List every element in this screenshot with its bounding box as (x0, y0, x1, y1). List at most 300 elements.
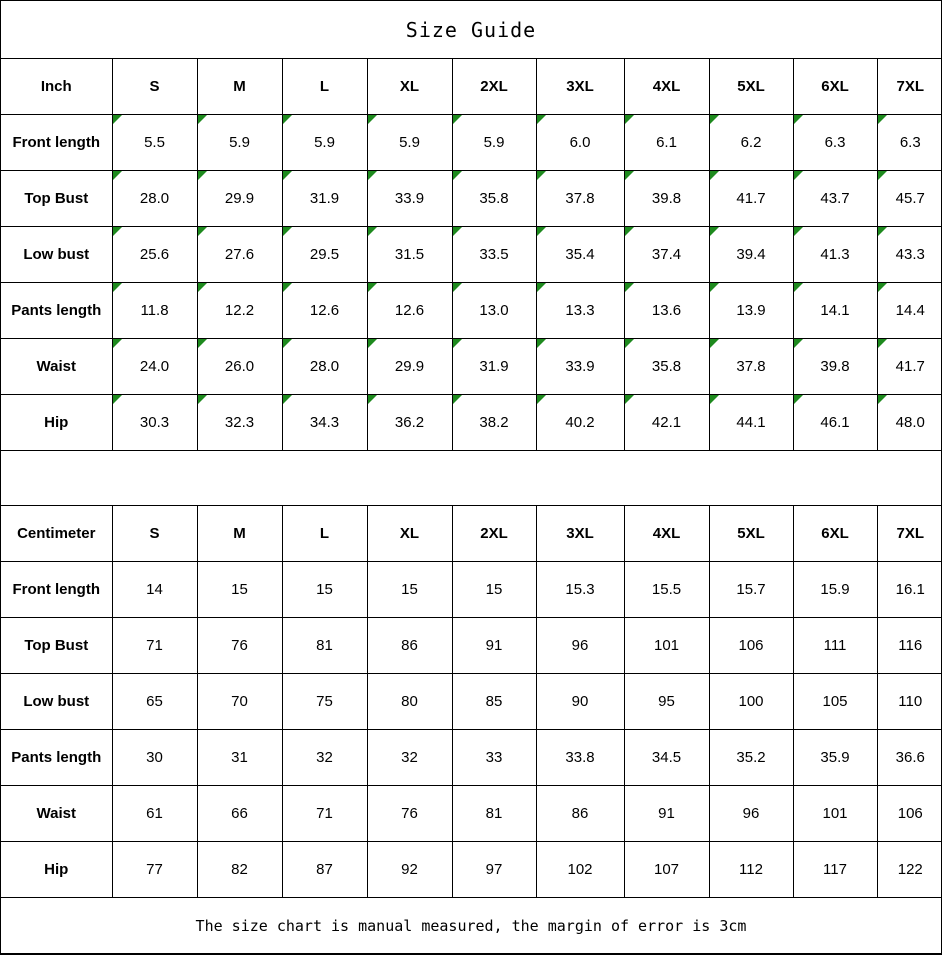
value-text: 29.5 (309, 246, 340, 263)
value-text: 41.7 (895, 358, 925, 375)
green-corner-flag-icon (198, 227, 207, 236)
green-corner-flag-icon (368, 339, 377, 348)
value-cell (197, 842, 282, 898)
value-text: 32 (401, 749, 418, 766)
value-cell (282, 786, 367, 842)
measurement-row (1, 395, 942, 451)
value-cell (877, 618, 942, 674)
value-cell (367, 618, 452, 674)
green-corner-flag-icon (283, 283, 292, 292)
value-text: 66 (231, 805, 248, 822)
value-text: 75 (316, 693, 333, 710)
green-corner-flag-icon (113, 339, 122, 348)
green-corner-flag-icon (625, 339, 634, 348)
green-corner-flag-icon (710, 115, 719, 124)
size-header-cell: M (197, 59, 282, 115)
green-corner-flag-icon (198, 339, 207, 348)
green-corner-flag-icon (537, 227, 546, 236)
green-corner-flag-icon (537, 115, 546, 124)
size-header-cell: 4XL (624, 59, 709, 115)
value-cell (452, 730, 536, 786)
green-corner-flag-icon (283, 115, 292, 124)
unit-header-cell: Inch (1, 59, 112, 115)
row-label-cell: Hip (1, 395, 112, 451)
row-label-cell: Top Bust (1, 171, 112, 227)
value-text: 45.7 (895, 190, 925, 207)
size-header-cell: 4XL (624, 506, 709, 562)
footer-note: The size chart is manual measured, the margin of error is 3cm (195, 916, 747, 935)
value-text: 5.9 (399, 134, 420, 151)
green-corner-flag-icon (794, 227, 803, 236)
value-text: 6.0 (569, 134, 591, 151)
value-text: 36.2 (394, 414, 425, 431)
green-corner-flag-icon (878, 283, 887, 292)
green-corner-flag-icon (283, 171, 292, 180)
value-cell (624, 395, 709, 451)
green-corner-flag-icon (625, 171, 634, 180)
value-text: 70 (231, 693, 248, 710)
inch-size-table (1, 59, 942, 450)
value-text: 31.9 (309, 190, 340, 207)
value-cell (877, 395, 942, 451)
value-cell (197, 339, 282, 395)
value-cell (197, 171, 282, 227)
value-text: 102 (567, 861, 593, 878)
value-text: 92 (401, 861, 418, 878)
value-cell (877, 842, 942, 898)
value-text: 38.2 (479, 414, 509, 431)
value-text: 15 (401, 581, 418, 598)
value-cell (793, 283, 877, 339)
value-cell (877, 227, 942, 283)
value-cell (709, 786, 793, 842)
value-cell (877, 283, 942, 339)
page-title: Size Guide (405, 17, 537, 42)
size-header-cell: S (112, 506, 197, 562)
value-text: 13.6 (651, 302, 682, 319)
measurement-row (1, 283, 942, 339)
value-cell (112, 786, 197, 842)
measurement-row (1, 171, 942, 227)
value-cell (112, 842, 197, 898)
green-corner-flag-icon (794, 395, 803, 404)
value-text: 42.1 (651, 414, 682, 431)
value-text: 48.0 (895, 414, 925, 431)
value-cell (536, 842, 624, 898)
green-corner-flag-icon (368, 171, 377, 180)
value-text: 11.8 (140, 302, 169, 319)
value-text: 31 (231, 749, 248, 766)
value-text: 82 (231, 861, 248, 878)
value-cell (624, 618, 709, 674)
green-corner-flag-icon (537, 339, 546, 348)
measurement-row (1, 115, 942, 171)
value-cell (282, 283, 367, 339)
green-corner-flag-icon (710, 339, 719, 348)
value-cell (793, 674, 877, 730)
size-header-cell: 2XL (452, 59, 536, 115)
value-text: 105 (822, 693, 848, 710)
value-text: 81 (316, 637, 333, 654)
value-text: 91 (485, 637, 503, 654)
value-cell (282, 618, 367, 674)
value-text: 29.9 (224, 190, 255, 207)
value-cell (536, 674, 624, 730)
green-corner-flag-icon (368, 395, 377, 404)
cm-size-table (1, 506, 942, 897)
size-header-cell: L (282, 506, 367, 562)
green-corner-flag-icon (710, 395, 719, 404)
value-text: 12.2 (224, 302, 255, 319)
green-corner-flag-icon (710, 283, 719, 292)
value-text: 12.6 (309, 302, 340, 319)
value-cell (112, 339, 197, 395)
green-corner-flag-icon (794, 339, 803, 348)
green-corner-flag-icon (198, 171, 207, 180)
value-text: 80 (401, 693, 418, 710)
value-text: 15.7 (736, 581, 766, 598)
value-cell (452, 786, 536, 842)
value-cell (282, 562, 367, 618)
value-cell (112, 618, 197, 674)
value-cell (197, 395, 282, 451)
value-cell (367, 171, 452, 227)
value-cell (536, 618, 624, 674)
size-header-cell: 5XL (709, 59, 793, 115)
value-cell (367, 115, 452, 171)
green-corner-flag-icon (537, 395, 546, 404)
value-text: 117 (823, 861, 847, 878)
value-text: 46.1 (820, 414, 850, 431)
value-cell (536, 562, 624, 618)
size-header-cell: 6XL (793, 59, 877, 115)
measurement-row (1, 562, 942, 618)
green-corner-flag-icon (283, 339, 292, 348)
value-text: 6.3 (824, 134, 846, 151)
value-cell (197, 786, 282, 842)
value-cell (197, 618, 282, 674)
value-cell (452, 115, 536, 171)
size-header-cell: S (112, 59, 197, 115)
value-text: 112 (739, 861, 763, 878)
value-cell (282, 339, 367, 395)
value-text: 101 (822, 805, 848, 822)
value-text: 96 (571, 637, 589, 654)
green-corner-flag-icon (198, 283, 207, 292)
value-text: 41.3 (820, 246, 850, 263)
value-cell (452, 227, 536, 283)
value-cell (793, 171, 877, 227)
green-corner-flag-icon (453, 227, 462, 236)
value-cell (877, 115, 942, 171)
value-cell (877, 674, 942, 730)
value-cell (112, 562, 197, 618)
value-text: 35.9 (820, 749, 850, 766)
value-cell (367, 674, 452, 730)
value-text: 65 (146, 693, 163, 710)
value-text: 5.5 (144, 134, 165, 151)
value-cell (112, 227, 197, 283)
green-corner-flag-icon (794, 171, 803, 180)
value-text: 34.3 (309, 414, 340, 431)
value-text: 81 (485, 805, 503, 822)
value-text: 100 (738, 693, 764, 710)
value-text: 30 (146, 749, 163, 766)
value-cell (709, 339, 793, 395)
value-cell (112, 674, 197, 730)
value-cell (877, 562, 942, 618)
value-cell (624, 842, 709, 898)
green-corner-flag-icon (453, 171, 462, 180)
value-cell (197, 674, 282, 730)
size-header-cell: L (282, 59, 367, 115)
value-text: 106 (897, 805, 923, 822)
value-cell (536, 171, 624, 227)
value-text: 15.5 (651, 581, 682, 598)
green-corner-flag-icon (878, 395, 887, 404)
value-cell (793, 562, 877, 618)
value-text: 76 (401, 805, 418, 822)
value-text: 37.4 (651, 246, 682, 263)
value-cell (197, 115, 282, 171)
value-text: 35.2 (736, 749, 766, 766)
value-cell (282, 115, 367, 171)
value-cell (793, 618, 877, 674)
measurement-row (1, 730, 942, 786)
value-text: 28.0 (309, 358, 340, 375)
green-corner-flag-icon (878, 171, 887, 180)
value-text: 91 (658, 805, 675, 822)
value-text: 29.9 (394, 358, 425, 375)
value-cell (367, 562, 452, 618)
value-cell (452, 674, 536, 730)
green-corner-flag-icon (710, 227, 719, 236)
size-header-cell: 7XL (877, 506, 942, 562)
value-cell (536, 786, 624, 842)
value-text: 24.0 (139, 358, 170, 375)
value-text: 95 (658, 693, 675, 710)
green-corner-flag-icon (283, 227, 292, 236)
unit-header-cell: Centimeter (1, 506, 112, 562)
row-label-cell: Hip (1, 842, 112, 898)
value-text: 39.4 (736, 246, 766, 263)
value-text: 12.6 (394, 302, 425, 319)
green-corner-flag-icon (625, 395, 634, 404)
value-text: 39.8 (820, 358, 850, 375)
value-text: 35.4 (565, 246, 595, 263)
size-header-cell: 5XL (709, 506, 793, 562)
value-cell (197, 283, 282, 339)
value-text: 33.9 (565, 358, 595, 375)
green-corner-flag-icon (878, 227, 887, 236)
value-cell (197, 730, 282, 786)
green-corner-flag-icon (113, 115, 122, 124)
value-cell (709, 395, 793, 451)
value-text: 25.6 (139, 246, 170, 263)
value-text: 27.6 (224, 246, 255, 263)
size-header-cell: 2XL (452, 506, 536, 562)
value-text: 5.9 (229, 134, 250, 151)
size-header-cell: 3XL (536, 59, 624, 115)
size-header-cell: 6XL (793, 506, 877, 562)
green-corner-flag-icon (198, 395, 207, 404)
value-cell (112, 395, 197, 451)
value-text: 15 (231, 581, 248, 598)
value-text: 43.7 (820, 190, 850, 207)
value-cell (197, 227, 282, 283)
value-text: 14.4 (895, 302, 925, 319)
value-cell (282, 395, 367, 451)
row-label-cell: Front length (1, 115, 112, 171)
value-text: 31.9 (479, 358, 509, 375)
value-cell (624, 115, 709, 171)
value-cell (877, 339, 942, 395)
value-text: 86 (401, 637, 418, 654)
row-label-cell: Low bust (1, 227, 112, 283)
value-cell (367, 283, 452, 339)
value-text: 37.8 (565, 190, 595, 207)
green-corner-flag-icon (625, 283, 634, 292)
row-label-cell: Top Bust (1, 618, 112, 674)
value-text: 32 (316, 749, 333, 766)
value-cell (367, 842, 452, 898)
value-text: 13.9 (736, 302, 766, 319)
value-text: 39.8 (651, 190, 682, 207)
value-cell (112, 730, 197, 786)
green-corner-flag-icon (113, 283, 122, 292)
value-cell (709, 618, 793, 674)
value-cell (877, 730, 942, 786)
value-text: 6.3 (899, 134, 921, 151)
value-text: 107 (653, 861, 680, 878)
value-cell (536, 395, 624, 451)
value-text: 106 (738, 637, 764, 654)
value-cell (452, 171, 536, 227)
value-cell (536, 283, 624, 339)
size-header-row (1, 59, 942, 115)
value-cell (452, 283, 536, 339)
value-cell (367, 395, 452, 451)
value-cell (282, 171, 367, 227)
value-cell (367, 339, 452, 395)
value-text: 15 (485, 581, 503, 598)
green-corner-flag-icon (368, 115, 377, 124)
size-header-cell: 3XL (536, 506, 624, 562)
green-corner-flag-icon (198, 115, 207, 124)
value-cell (282, 227, 367, 283)
value-text: 16.1 (895, 581, 925, 598)
row-label-cell: Low bust (1, 674, 112, 730)
value-text: 35.8 (479, 190, 509, 207)
green-corner-flag-icon (453, 115, 462, 124)
measurement-row (1, 227, 942, 283)
row-label-cell: Waist (1, 786, 112, 842)
value-text: 15 (316, 581, 333, 598)
value-cell (709, 171, 793, 227)
value-text: 71 (316, 805, 333, 822)
value-text: 32.3 (224, 414, 255, 431)
value-text: 96 (742, 805, 760, 822)
table-spacer (1, 450, 941, 506)
green-corner-flag-icon (113, 171, 122, 180)
value-text: 26.0 (224, 358, 255, 375)
value-text: 71 (146, 637, 163, 654)
value-text: 97 (485, 861, 503, 878)
value-text: 36.6 (895, 749, 925, 766)
value-cell (452, 339, 536, 395)
measurement-row (1, 786, 942, 842)
value-cell (793, 786, 877, 842)
value-cell (452, 562, 536, 618)
green-corner-flag-icon (537, 171, 546, 180)
value-cell (793, 395, 877, 451)
value-text: 90 (571, 693, 589, 710)
green-corner-flag-icon (453, 339, 462, 348)
value-cell (536, 115, 624, 171)
value-cell (197, 562, 282, 618)
row-label-cell: Front length (1, 562, 112, 618)
value-cell (282, 842, 367, 898)
value-cell (624, 227, 709, 283)
size-header-cell: XL (367, 59, 452, 115)
green-corner-flag-icon (113, 227, 122, 236)
value-cell (367, 227, 452, 283)
value-cell (452, 618, 536, 674)
value-cell (709, 730, 793, 786)
value-cell (624, 171, 709, 227)
value-cell (536, 730, 624, 786)
green-corner-flag-icon (283, 395, 292, 404)
green-corner-flag-icon (453, 283, 462, 292)
value-text: 33.8 (565, 749, 595, 766)
green-corner-flag-icon (794, 115, 803, 124)
value-text: 14.1 (820, 302, 850, 319)
title-row (1, 1, 941, 59)
value-text: 44.1 (736, 414, 766, 431)
value-cell (624, 674, 709, 730)
value-text: 31.5 (394, 246, 425, 263)
value-cell (536, 339, 624, 395)
size-header-row (1, 506, 942, 562)
value-text: 77 (146, 861, 163, 878)
value-cell (282, 674, 367, 730)
value-text: 86 (571, 805, 589, 822)
value-text: 76 (231, 637, 248, 654)
value-text: 30.3 (139, 414, 170, 431)
value-cell (709, 674, 793, 730)
value-text: 43.3 (895, 246, 925, 263)
footer-note-row (1, 897, 941, 953)
value-cell (709, 115, 793, 171)
value-cell (536, 227, 624, 283)
value-text: 5.9 (314, 134, 335, 151)
value-cell (709, 227, 793, 283)
green-corner-flag-icon (625, 115, 634, 124)
measurement-row (1, 618, 942, 674)
value-cell (793, 339, 877, 395)
row-label-cell: Waist (1, 339, 112, 395)
value-text: 101 (653, 637, 680, 654)
size-header-cell: M (197, 506, 282, 562)
green-corner-flag-icon (794, 283, 803, 292)
value-text: 41.7 (736, 190, 766, 207)
value-text: 13.3 (565, 302, 595, 319)
value-text: 33.9 (394, 190, 425, 207)
value-cell (709, 283, 793, 339)
value-cell (624, 283, 709, 339)
value-text: 111 (823, 637, 847, 654)
value-cell (877, 171, 942, 227)
